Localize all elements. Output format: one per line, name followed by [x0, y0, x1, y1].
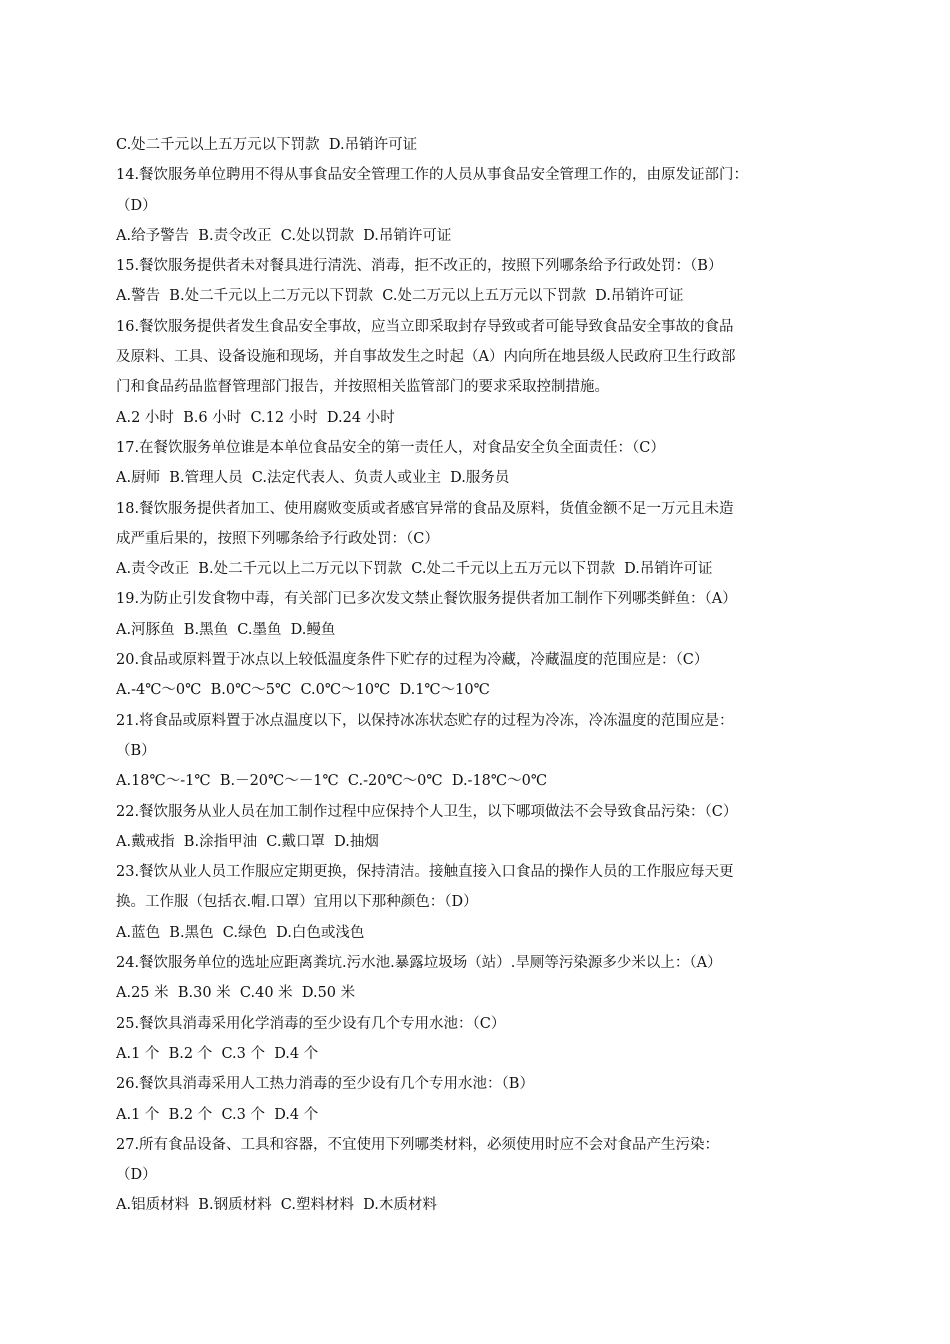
text-line: 25.餐饮具消毒采用化学消毒的至少设有几个专用水池：（C）: [116, 1015, 506, 1032]
text-line: A.责令改正 B.处二千元以上二万元以下罚款 C.处二千元以上五万元以下罚款 D.吊销许可证: [116, 561, 713, 578]
text-line: 成严重后果的，按照下列哪条给予行政处罚：（C）: [116, 530, 439, 547]
text-line: 20.食品或原料置于冰点以上较低温度条件下贮存的过程为冷藏，冷藏温度的范围应是：（C）: [116, 652, 709, 669]
text-line: A.铝质材料 B.钢质材料 C.塑料材料 D.木质材料: [116, 1197, 437, 1214]
text-line: A.厨师 B.管理人员 C.法定代表人、负责人或业主 D.服务员: [116, 470, 510, 487]
text-line: （D）: [116, 1167, 157, 1184]
text-line: 23.餐饮从业人员工作服应定期更换，保持清洁。接触直接入口食品的操作人员的工作服应每天更: [116, 864, 734, 881]
text-line: 16.餐饮服务提供者发生食品安全事故，应当立即采取封存导致或者可能导致食品安全事故的食品: [116, 318, 734, 335]
text-line: 门和食品药品监督管理部门报告，并按照相关监管部门的要求采取控制措施。: [116, 379, 609, 396]
text-line: （D）: [116, 197, 157, 214]
text-line: 21.将食品或原料置于冰点温度以下，以保持冰冻状态贮存的过程为冷冻，冷冻温度的范围应是：: [116, 712, 734, 729]
text-line: A.警告 B.处二千元以上二万元以下罚款 C.处二万元以上五万元以下罚款 D.吊销许可证: [116, 288, 684, 305]
text-line: 27.所有食品设备、工具和容器，不宜使用下列哪类材料，必须使用时应不会对食品产生污染：: [116, 1136, 720, 1153]
text-line: A.1 个 B.2 个 C.3 个 D.4 个: [116, 1045, 319, 1062]
text-line: A.给予警告 B.责令改正 C.处以罚款 D.吊销许可证: [116, 227, 452, 244]
text-line: 19.为防止引发食物中毒，有关部门已多次发文禁止餐饮服务提供者加工制作下列哪类鲜鱼：（A）: [116, 591, 737, 608]
text-line: 14.餐饮服务单位聘用不得从事食品安全管理工作的人员从事食品安全管理工作的，由原发证部门：: [116, 167, 749, 184]
text-line: 26.餐饮具消毒采用人工热力消毒的至少设有几个专用水池：（B）: [116, 1076, 534, 1093]
text-line: 换。工作服（包括衣.帽.口罩）宜用以下那种颜色：（D）: [116, 894, 478, 911]
text-line: A.河豚鱼 B.黑鱼 C.墨鱼 D.鳗鱼: [116, 621, 336, 638]
text-line: A.2 小时 B.6 小时 C.12 小时 D.24 小时: [116, 409, 395, 426]
text-line: 及原料、工具、设备设施和现场，并自事故发生之时起（A）内向所在地县级人民政府卫生行政部: [116, 349, 736, 366]
question-list: [116, 130, 836, 1221]
text-line: 15.餐饮服务提供者未对餐具进行清洗、消毒，拒不改正的，按照下列哪条给予行政处罚：（B）: [116, 258, 723, 275]
text-line: A.18℃～-1℃ B.－20℃～－1℃ C.-20℃～0℃ D.-18℃～0℃: [116, 773, 548, 790]
text-line: A.1 个 B.2 个 C.3 个 D.4 个: [116, 1106, 319, 1123]
text-line: （B）: [116, 742, 156, 759]
text-line: 18.餐饮服务提供者加工、使用腐败变质或者感官异常的食品及原料，货值金额不足一万元且未造: [116, 500, 734, 517]
text-line: A.戴戒指 B.涂指甲油 C.戴口罩 D.抽烟: [116, 833, 379, 850]
text-line: A.25 米 B.30 米 C.40 米 D.50 米: [116, 985, 356, 1002]
text-line: A.-4℃～0℃ B.0℃～5℃ C.0℃～10℃ D.1℃～10℃: [116, 682, 490, 699]
text-line: 22.餐饮服务从业人员在加工制作过程中应保持个人卫生，以下哪项做法不会导致食品污染：（C）: [116, 803, 738, 820]
text-line: 17.在餐饮服务单位谁是本单位食品安全的第一责任人，对食品安全负全面责任：（C）: [116, 439, 665, 456]
text-line: A.蓝色 B.黑色 C.绿色 D.白色或浅色: [116, 924, 365, 941]
text-line: 24.餐饮服务单位的选址应距离粪坑.污水池.暴露垃圾场（站）.旱厕等污染源多少米以上：（A）: [116, 955, 722, 972]
text-line: C.处二千元以上五万元以下罚款 D.吊销许可证: [116, 137, 418, 153]
